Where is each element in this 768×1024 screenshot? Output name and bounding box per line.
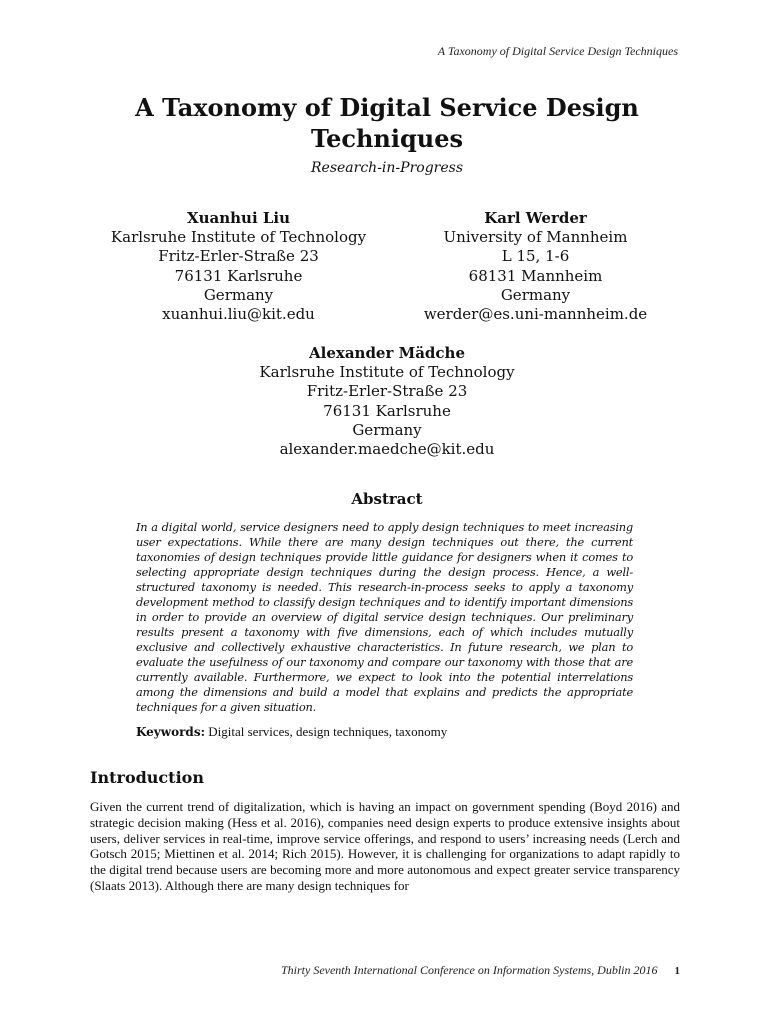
paper-subtitle: Research-in-Progress (311, 160, 463, 176)
author-city: 76131 Karlsruhe (323, 401, 451, 420)
author-street: L 15, 1-6 (501, 247, 570, 266)
keywords-text: Digital services, design techniques, taxonomy (208, 724, 448, 739)
author-city: 76131 Karlsruhe (174, 266, 303, 285)
author-block (90, 344, 684, 459)
author-name: Alexander Mädche (309, 344, 465, 362)
author-block (90, 209, 387, 324)
author-affiliation: University of Mannheim (443, 228, 628, 247)
page-footer (281, 963, 680, 978)
author-city: 68131 Mannheim (468, 266, 603, 285)
abstract-text: In a digital world, service designers need to apply design techniques to meet increasing user expectations. While there are many design techniques out there, the current taxonomies of design techniques provide little guidance for designers when it comes to selecting appropriate design techniques during the design process. Hence, a well-structured taxonomy is needed. This research-in-process seeks to apply a taxonomy development method to classify design techniques and to identify important dimensions in order to provide an overview of digital service design techniques. Our preliminary results present a taxonomy with five dimensions, each of which includes mutually exclusive and collectively exhaustive characteristics. In future research, we plan to evaluate the usefulness of our taxonomy and compare our taxonomy with those that are currently available. Furthermore, we expect to look into the potential interrelations among the dimensions and build a model that explains and predicts the appropriate techniques for a given situation. (136, 520, 633, 714)
author-affiliation: Karlsruhe Institute of Technology (110, 228, 367, 247)
keywords (136, 724, 633, 740)
introduction-text: Given the current trend of digitalization, which is having an impact on government spending (Boyd 2016) and strategic decision making (Hess et al. 2016), companies need design experts to produce extensive insights about users, deliver services in real-time, improve service offerings, and respond to users’ increasing needs (Lerch and Gotsch 2015; Miettinen et al. 2014; Rich 2015). However, it is challenging for organizations to adapt rapidly to the digital trend because users are becoming more and more autonomous and expect greater service transparency (Slaats 2013). Although there are many design techniques for (90, 799, 680, 893)
author-country: Germany (203, 285, 274, 304)
paper-title: A Taxonomy of Digital Service Design Techniques (135, 93, 639, 153)
author-email[interactable]: xuanhui.liu@kit.edu (162, 305, 315, 324)
author-name: Karl Werder (484, 209, 587, 227)
introduction-heading: Introduction (90, 768, 204, 787)
author-email[interactable]: alexander.maedche@kit.edu (279, 440, 495, 459)
keywords-label: Keywords: (136, 725, 206, 739)
author-name: Xuanhui Liu (186, 209, 291, 227)
author-country: Germany (500, 285, 571, 304)
author-affiliation: Karlsruhe Institute of Technology (259, 363, 515, 382)
author-country: Germany (352, 420, 422, 439)
running-head: A Taxonomy of Digital Service Design Techniques (437, 44, 678, 58)
conference-name: Thirty Seventh International Conference on Information Systems, Dublin 2016 (280, 963, 658, 977)
page-number: 1 (674, 965, 680, 977)
author-email[interactable]: werder@es.uni-mannheim.de (423, 305, 648, 324)
author-street: Fritz-Erler-Straße 23 (306, 382, 468, 401)
author-street: Fritz-Erler-Straße 23 (158, 247, 319, 266)
abstract-heading: Abstract (351, 490, 423, 508)
author-block (387, 209, 684, 324)
